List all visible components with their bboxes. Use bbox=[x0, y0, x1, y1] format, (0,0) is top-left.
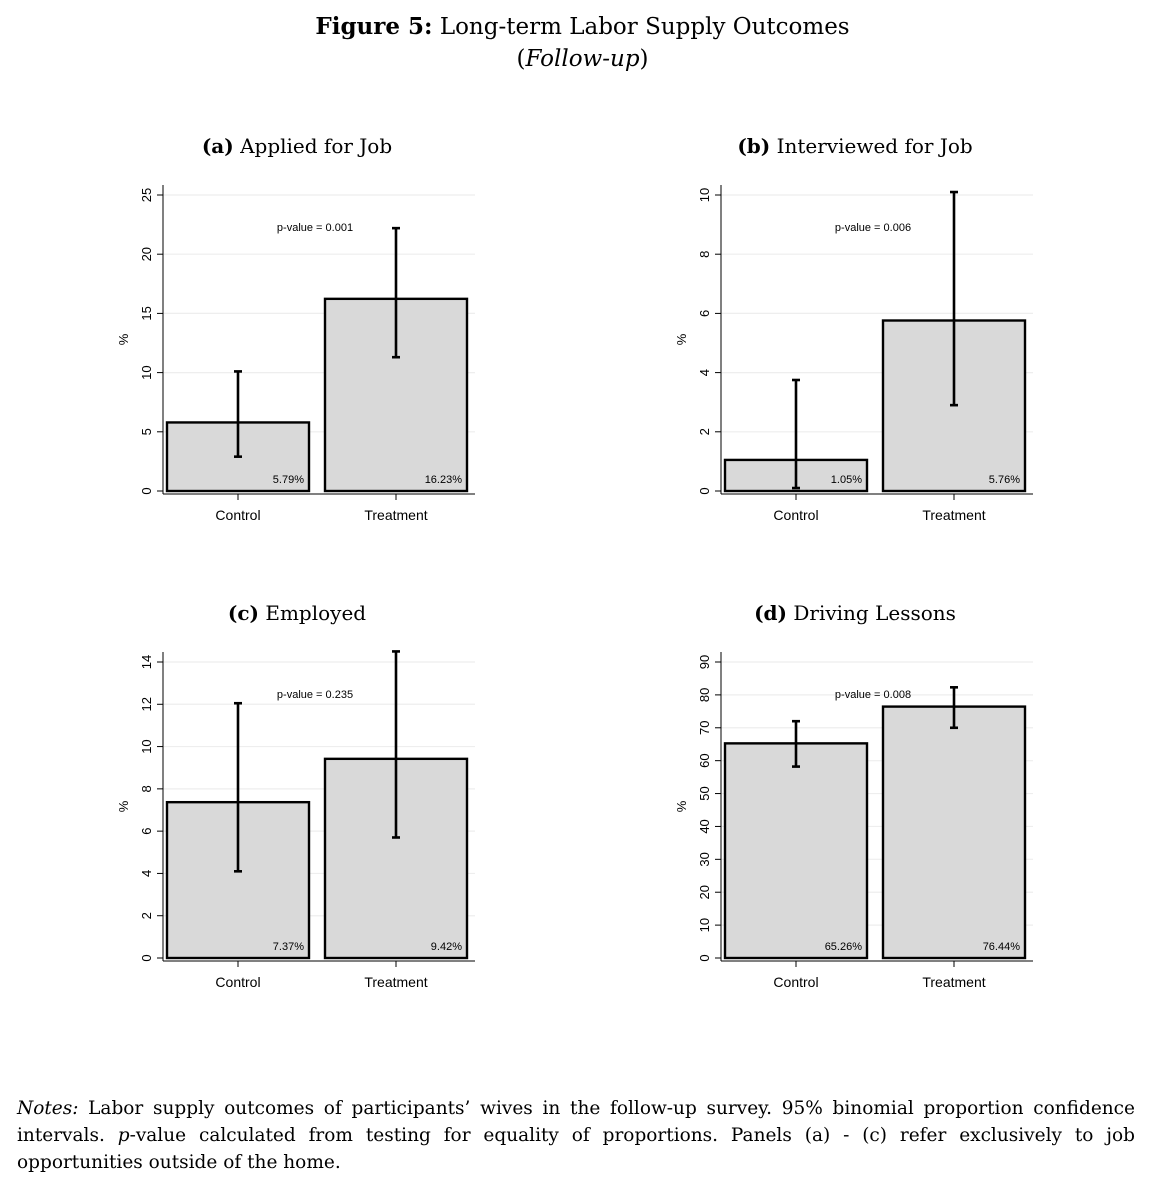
data-label: 65.26% bbox=[824, 941, 862, 953]
panel-d-label: (d) bbox=[754, 601, 787, 625]
y-tick-label: 0 bbox=[139, 487, 154, 495]
panel-c-title-text: Employed bbox=[265, 601, 367, 625]
y-axis-label: % bbox=[116, 800, 131, 813]
data-label: 9.42% bbox=[430, 941, 462, 953]
y-tick-label: 10 bbox=[697, 187, 712, 203]
y-tick-label: 40 bbox=[697, 819, 712, 834]
y-tick-label: 0 bbox=[697, 487, 712, 495]
x-tick-label: Control bbox=[215, 507, 261, 523]
x-tick-label: Control bbox=[773, 507, 819, 523]
notes-lead: Notes: bbox=[17, 1098, 79, 1119]
figure-title bbox=[0, 12, 1165, 42]
bar-control bbox=[725, 743, 867, 958]
panel-a-title bbox=[47, 133, 547, 159]
panel-b-chart bbox=[658, 170, 1058, 550]
x-tick-label: Treatment bbox=[922, 974, 986, 990]
data-label: 16.23% bbox=[424, 474, 462, 486]
y-tick-label: 10 bbox=[697, 917, 712, 933]
panel-c-chart bbox=[100, 637, 500, 1017]
p-value-annotation: p-value = 0.006 bbox=[834, 222, 912, 234]
p-value-annotation: p-value = 0.235 bbox=[276, 689, 354, 701]
bar-treatment bbox=[883, 707, 1025, 958]
p-value-annotation: p-value = 0.008 bbox=[834, 689, 912, 701]
notes-part1: Labor supply outcomes of participants’ wives in the follow-up survey. 95% binomial proportion confidence intervals. bbox=[17, 1098, 1135, 1146]
x-tick-label: Treatment bbox=[922, 507, 986, 523]
y-tick-label: 0 bbox=[697, 954, 712, 962]
x-tick-label: Control bbox=[215, 974, 261, 990]
panel-b-title bbox=[605, 133, 1105, 159]
panel-a-chart bbox=[100, 170, 500, 550]
panel-b-title-text: Interviewed for Job bbox=[776, 134, 973, 158]
figure-title-text: Long-term Labor Supply Outcomes bbox=[439, 14, 850, 40]
data-label: 5.79% bbox=[272, 474, 304, 486]
y-tick-label: 0 bbox=[139, 954, 154, 962]
panel-d-title-text: Driving Lessons bbox=[793, 601, 956, 625]
y-tick-label: 25 bbox=[139, 187, 154, 203]
subtitle-text: Follow-up bbox=[525, 46, 640, 72]
panel-c-title bbox=[47, 600, 547, 626]
panel-a-title-text: Applied for Job bbox=[240, 134, 393, 158]
y-tick-label: 8 bbox=[139, 785, 154, 793]
y-axis-label: % bbox=[674, 333, 689, 346]
y-tick-label: 4 bbox=[139, 869, 154, 878]
data-label: 5.76% bbox=[988, 474, 1020, 486]
y-tick-label: 12 bbox=[139, 697, 154, 712]
y-tick-label: 90 bbox=[697, 654, 712, 670]
y-tick-label: 14 bbox=[139, 654, 154, 670]
y-tick-label: 30 bbox=[697, 852, 712, 867]
y-tick-label: 5 bbox=[139, 428, 154, 436]
figure-notes bbox=[17, 1095, 1135, 1176]
subtitle-close-paren: ) bbox=[639, 46, 649, 72]
y-tick-label: 20 bbox=[139, 246, 154, 262]
y-tick-label: 10 bbox=[139, 365, 154, 380]
y-tick-label: 6 bbox=[139, 827, 154, 835]
p-value-annotation: p-value = 0.001 bbox=[276, 222, 354, 234]
y-tick-label: 50 bbox=[697, 786, 712, 801]
y-axis-label: % bbox=[674, 800, 689, 813]
figure-subtitle bbox=[0, 44, 1165, 74]
y-tick-label: 20 bbox=[697, 884, 712, 900]
x-tick-label: Treatment bbox=[364, 974, 428, 990]
y-tick-label: 2 bbox=[139, 912, 154, 920]
y-tick-label: 8 bbox=[697, 250, 712, 258]
panel-c-label: (c) bbox=[227, 601, 259, 625]
subtitle-open-paren: ( bbox=[516, 46, 526, 72]
y-tick-label: 2 bbox=[697, 428, 712, 436]
y-tick-label: 6 bbox=[697, 309, 712, 318]
notes-part2: -value calculated from testing for equality of proportions. Panels (a) - (c) refer exclusively to job opportunities outside of the home. bbox=[17, 1125, 1135, 1173]
panel-d-title bbox=[605, 600, 1105, 626]
panel-b-label: (b) bbox=[737, 134, 771, 158]
y-axis-label: % bbox=[116, 333, 131, 346]
y-tick-label: 80 bbox=[697, 687, 712, 703]
y-tick-label: 4 bbox=[697, 368, 712, 377]
data-label: 76.44% bbox=[982, 941, 1020, 953]
data-label: 7.37% bbox=[272, 941, 304, 953]
y-tick-label: 70 bbox=[697, 720, 712, 736]
figure-label: Figure 5: bbox=[315, 13, 433, 40]
panel-a-label: (a) bbox=[201, 134, 234, 158]
x-tick-label: Control bbox=[773, 974, 819, 990]
y-tick-label: 10 bbox=[139, 739, 154, 754]
y-tick-label: 15 bbox=[139, 306, 154, 321]
y-tick-label: 60 bbox=[697, 753, 712, 768]
x-tick-label: Treatment bbox=[364, 507, 428, 523]
data-label: 1.05% bbox=[830, 474, 862, 486]
panel-d-chart bbox=[658, 637, 1058, 1017]
notes-p-symbol: p bbox=[117, 1125, 130, 1146]
